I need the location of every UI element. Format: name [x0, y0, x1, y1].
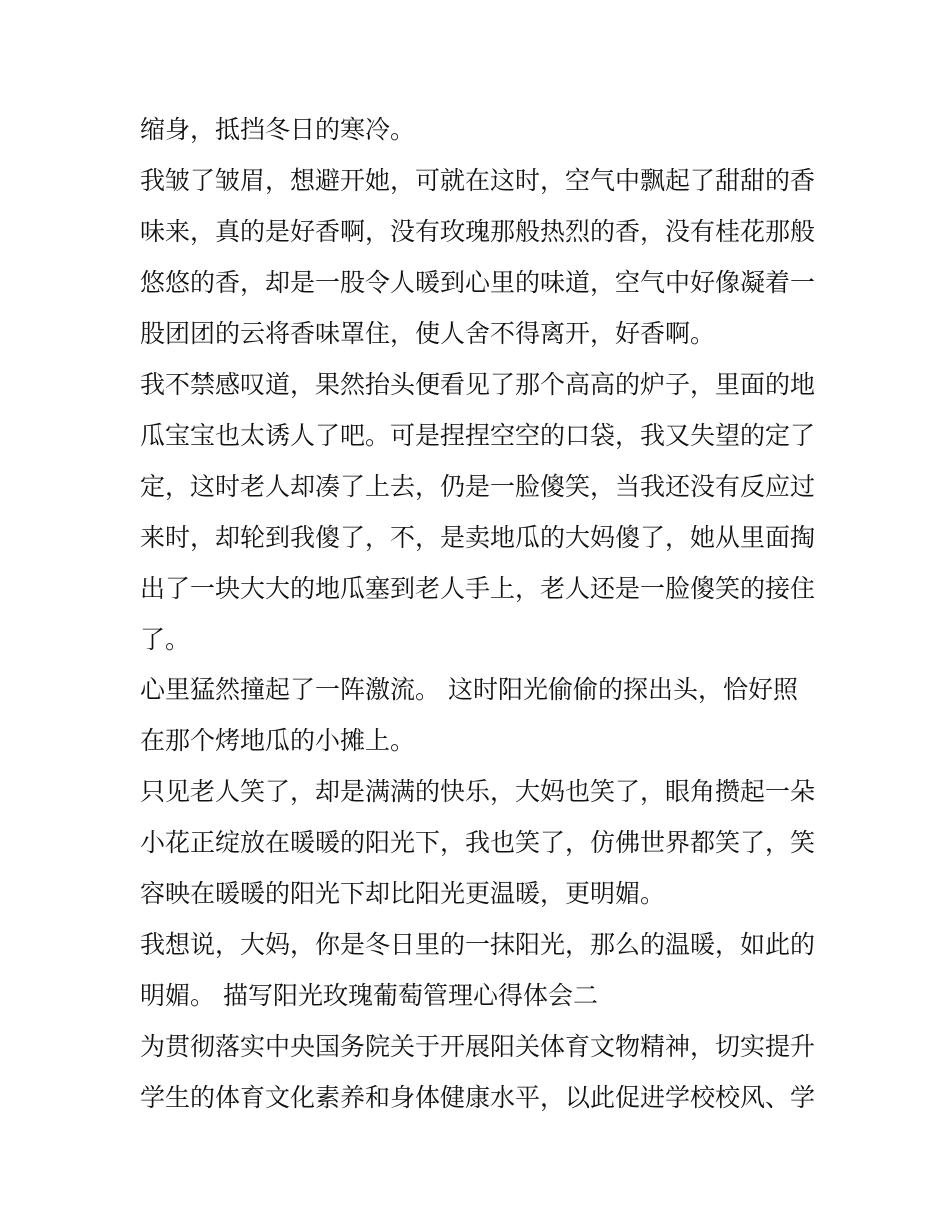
text-line: 明媚。 描写阳光玫瑰葡萄管理心得体会二	[140, 981, 598, 1010]
text-line: 为贯彻落实中央国务院关于开展阳关体育文物精神，切实提升	[140, 1032, 816, 1061]
text-line: 瓜宝宝也太诱人了吧。可是捏捏空空的口袋，我又失望的定了	[140, 421, 816, 450]
text-line: 味来，真的是好香啊，没有玫瑰那般热烈的香，没有桂花那般	[140, 217, 816, 246]
text-line: 心里猛然撞起了一阵激流。 这时阳光偷偷的探出头，恰好照	[140, 675, 798, 704]
text-line: 了。	[140, 625, 191, 654]
text-line: 我不禁感叹道，果然抬头便看见了那个高高的炉子，里面的地	[140, 370, 816, 399]
text-line: 股团团的云将香味罩住，使人舍不得离开，好香啊。	[140, 319, 716, 348]
text-line: 定，这时老人却凑了上去，仍是一脸傻笑，当我还没有反应过	[140, 472, 816, 501]
text-line: 在那个烤地瓜的小摊上。	[140, 726, 416, 755]
text-line: 悠悠的香，却是一股令人暖到心里的味道，空气中好像凝着一	[140, 268, 816, 297]
text-line: 小花正绽放在暖暖的阳光下，我也笑了，仿佛世界都笑了，笑	[140, 828, 816, 857]
text-line: 出了一块大大的地瓜塞到老人手上，老人还是一脸傻笑的接住	[140, 574, 816, 603]
text-line: 我想说，大妈，你是冬日里的一抹阳光，那么的温暖，如此的	[140, 930, 816, 959]
text-line: 学生的体育文化素养和身体健康水平，以此促进学校校风、学	[140, 1083, 816, 1112]
text-line: 容映在暖暖的阳光下却比阳光更温暖，更明媚。	[140, 879, 666, 908]
text-line: 我皱了皱眉，想避开她，可就在这时，空气中飘起了甜甜的香	[140, 166, 816, 195]
text-line: 来时，却轮到我傻了，不，是卖地瓜的大妈傻了，她从里面掏	[140, 523, 816, 552]
text-line: 缩身，抵挡冬日的寒冷。	[140, 115, 416, 144]
text-line: 只见老人笑了，却是满满的快乐，大妈也笑了，眼角攒起一朵	[140, 777, 816, 806]
